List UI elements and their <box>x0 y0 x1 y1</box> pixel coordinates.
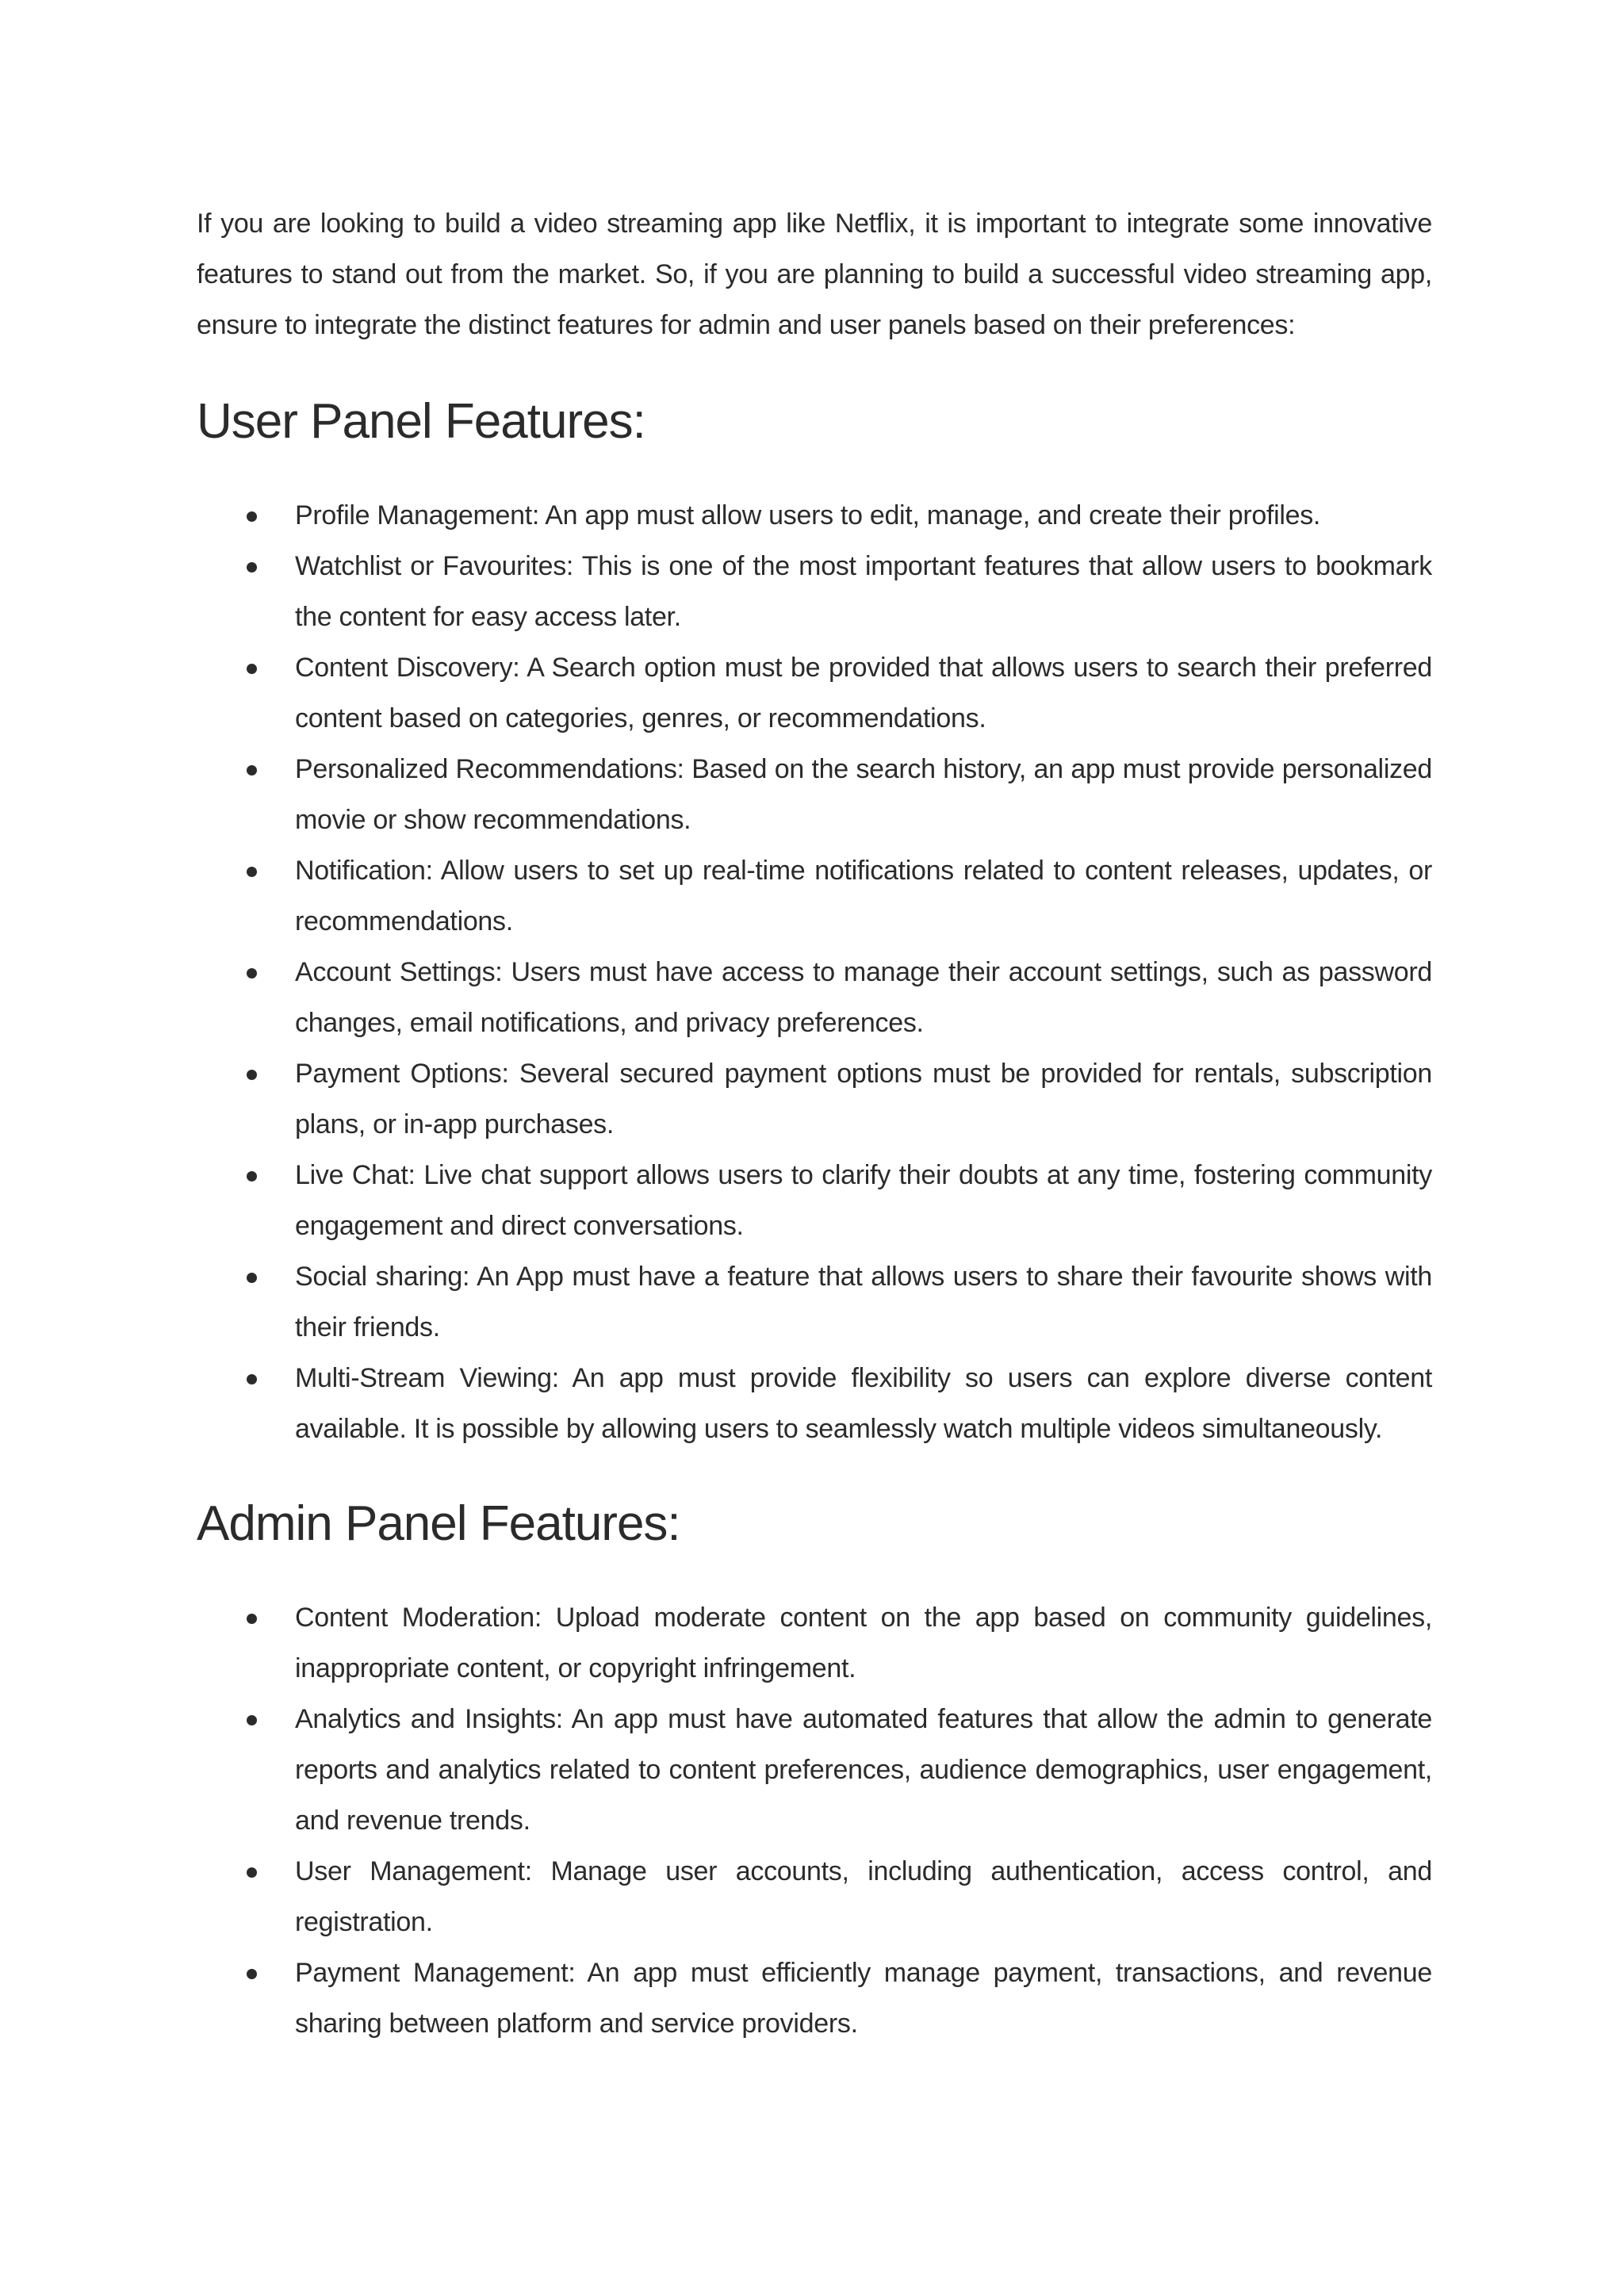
list-item <box>197 490 1432 541</box>
list-item-text: Payment Options: Several secured payment options must be provided for rentals, subscription plans, or in-app purchases. <box>295 1059 1432 1139</box>
list-item <box>197 541 1432 642</box>
bullet-icon <box>247 1715 257 1725</box>
list-item <box>197 1353 1432 1454</box>
admin-panel-feature-list <box>197 1592 1432 2049</box>
list-item <box>197 1592 1432 1694</box>
list-item-text: Notification: Allow users to set up real-time notifications related to content releases, updates, or recommendations. <box>295 856 1432 936</box>
list-item <box>197 1694 1432 1846</box>
list-item-text: Analytics and Insights: An app must have automated features that allow the admin to generate reports and analytics related to content preferences, audience demographics, user engagement, and revenue trends. <box>295 1704 1432 1836</box>
list-item <box>197 642 1432 744</box>
list-item <box>197 1150 1432 1251</box>
admin-panel-heading: Admin Panel Features: <box>197 1496 680 1551</box>
list-item-text: Watchlist or Favourites: This is one of the most important features that allow users to bookmark the content for easy access later. <box>295 551 1432 632</box>
list-item-text: Payment Management: An app must efficiently manage payment, transactions, and revenue sharing between platform and service providers. <box>295 1958 1432 2039</box>
bullet-icon <box>247 1867 257 1878</box>
document-page <box>197 198 1432 2049</box>
bullet-icon <box>247 1374 257 1384</box>
list-item <box>197 1947 1432 2049</box>
bullet-icon <box>247 1273 257 1283</box>
list-item-text: Social sharing: An App must have a feature that allows users to share their favourite shows with their friends. <box>295 1262 1432 1342</box>
list-item <box>197 947 1432 1048</box>
list-item <box>197 744 1432 845</box>
list-item <box>197 845 1432 947</box>
bullet-icon <box>247 765 257 776</box>
bullet-icon <box>247 1969 257 1979</box>
list-item-text: User Management: Manage user accounts, including authentication, access control, and registration. <box>295 1856 1432 1937</box>
list-item-text: Multi-Stream Viewing: An app must provide flexibility so users can explore diverse content available. It is possible by allowing users to seamlessly watch multiple videos simultaneously. <box>295 1363 1432 1444</box>
intro-paragraph: If you are looking to build a video streaming app like Netflix, it is important to integrate some innovative features to stand out from the market. So, if you are planning to build a successful video streaming app, ensure to integrate the distinct features for admin and user panels based on their preferences: <box>197 209 1432 340</box>
list-item-text: Personalized Recommendations: Based on the search history, an app must provide personalized movie or show recommendations. <box>295 754 1432 835</box>
list-item-text: Profile Management: An app must allow users to edit, manage, and create their profiles. <box>295 500 1321 530</box>
bullet-icon <box>247 1614 257 1624</box>
bullet-icon <box>247 511 257 522</box>
list-item-text: Account Settings: Users must have access to manage their account settings, such as password changes, email notifications, and privacy preferences. <box>295 957 1432 1038</box>
bullet-icon <box>247 1171 257 1181</box>
bullet-icon <box>247 968 257 978</box>
list-item <box>197 1048 1432 1150</box>
bullet-icon <box>247 664 257 674</box>
bullet-icon <box>247 562 257 573</box>
list-item-text: Live Chat: Live chat support allows users to clarify their doubts at any time, fostering community engagement and direct conversations. <box>295 1160 1432 1241</box>
list-item-text: Content Discovery: A Search option must be provided that allows users to search their preferred content based on categories, genres, or recommendations. <box>295 653 1432 733</box>
list-item-text: Content Moderation: Upload moderate content on the app based on community guidelines, inappropriate content, or copyright infringement. <box>295 1603 1432 1683</box>
user-panel-heading: User Panel Features: <box>197 394 645 449</box>
user-panel-feature-list <box>197 490 1432 1454</box>
list-item <box>197 1846 1432 1947</box>
bullet-icon <box>247 1070 257 1080</box>
list-item <box>197 1251 1432 1353</box>
bullet-icon <box>247 867 257 877</box>
